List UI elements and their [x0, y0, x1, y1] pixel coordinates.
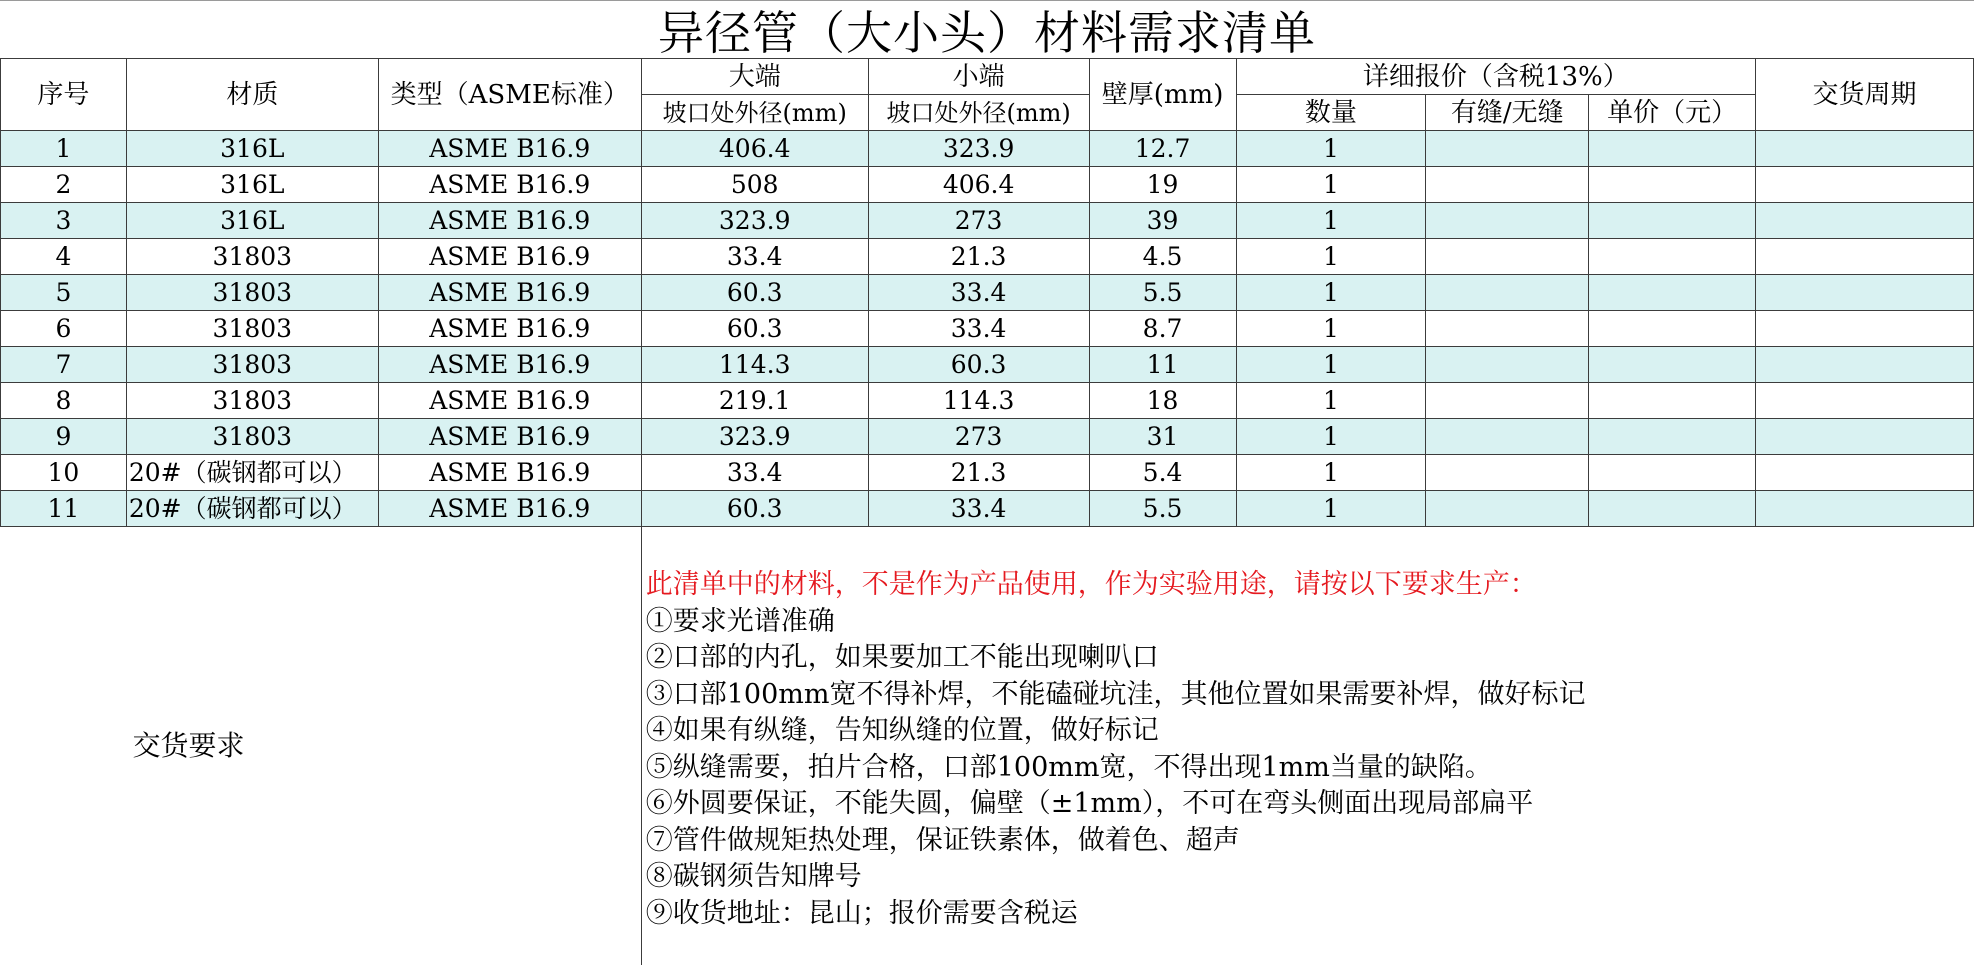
cell-quantity[interactable]: 1: [1236, 167, 1426, 203]
cell-type[interactable]: ASME B16.9: [378, 275, 641, 311]
requirement-item: ⑧碳钢须告知牌号: [645, 861, 862, 892]
cell-seam[interactable]: [1426, 239, 1589, 275]
cell-unit-price[interactable]: [1589, 455, 1756, 491]
cell-quantity[interactable]: 1: [1236, 455, 1426, 491]
requirement-item: ①要求光谱准确: [645, 605, 835, 637]
cell-no[interactable]: 2: [1, 167, 127, 203]
requirements-notes[interactable]: [641, 527, 1973, 965]
cell-type[interactable]: ASME B16.9: [378, 167, 641, 203]
cell-no[interactable]: 4: [1, 239, 127, 275]
cell-unit-price[interactable]: [1589, 491, 1756, 527]
cell-small-end-od[interactable]: 114.3: [868, 383, 1089, 419]
header-small-end[interactable]: 小端: [868, 59, 1089, 95]
cell-big-end-od[interactable]: 323.9: [641, 419, 868, 455]
cell-seam[interactable]: [1426, 203, 1589, 239]
cell-quantity[interactable]: 1: [1236, 311, 1426, 347]
cell-seam[interactable]: [1426, 491, 1589, 527]
cell-type[interactable]: ASME B16.9: [378, 455, 641, 491]
cell-big-end-od[interactable]: 33.4: [641, 239, 868, 275]
cell-big-end-od[interactable]: 60.3: [641, 491, 868, 527]
cell-quantity[interactable]: 1: [1236, 203, 1426, 239]
cell-big-end-od[interactable]: 114.3: [641, 347, 868, 383]
cell-big-end-od[interactable]: 508: [641, 167, 868, 203]
materials-table: [0, 58, 1974, 965]
requirements-notice: 此清单中的材料，不是作为产品使用，作为实验用途，请按以下要求生产：: [645, 569, 1537, 600]
cell-wall-thickness[interactable]: 4.5: [1089, 239, 1236, 275]
cell-wall-thickness[interactable]: 12.7: [1089, 131, 1236, 167]
cell-big-end-od[interactable]: 219.1: [641, 383, 868, 419]
cell-material[interactable]: 31803: [126, 347, 378, 383]
cell-type[interactable]: ASME B16.9: [378, 203, 641, 239]
requirement-item: ⑤纵缝需要，拍片合格，口部100mm宽，不得出现1mm当量的缺陷。: [645, 751, 1492, 783]
cell-delivery-period[interactable]: [1756, 239, 1974, 275]
cell-no[interactable]: 6: [1, 311, 127, 347]
cell-wall-thickness[interactable]: 39: [1089, 203, 1236, 239]
header-wall-thickness[interactable]: 壁厚(mm): [1089, 59, 1236, 131]
header-unit-price[interactable]: 单价（元）: [1589, 95, 1756, 131]
sheet-title: 异径管（大小头）材料需求清单: [0, 0, 1974, 58]
header-quote[interactable]: 详细报价（含税13%）: [1236, 59, 1756, 95]
cell-wall-thickness[interactable]: 5.5: [1089, 491, 1236, 527]
table-row: [1, 455, 1974, 491]
cell-delivery-period[interactable]: [1756, 131, 1974, 167]
cell-quantity[interactable]: 1: [1236, 131, 1426, 167]
cell-material[interactable]: 31803: [126, 419, 378, 455]
header-quantity[interactable]: 数量: [1236, 95, 1426, 131]
cell-wall-thickness[interactable]: 18: [1089, 383, 1236, 419]
cell-big-end-od[interactable]: 323.9: [641, 203, 868, 239]
cell-small-end-od[interactable]: 21.3: [868, 239, 1089, 275]
table-row: [1, 167, 1974, 203]
cell-wall-thickness[interactable]: 11: [1089, 347, 1236, 383]
cell-quantity[interactable]: 1: [1236, 239, 1426, 275]
requirements-label[interactable]: 交货要求: [1, 527, 642, 965]
cell-delivery-period[interactable]: [1756, 347, 1974, 383]
cell-unit-price[interactable]: [1589, 131, 1756, 167]
cell-no[interactable]: 11: [1, 491, 127, 527]
header-delivery-period[interactable]: 交货周期: [1756, 59, 1974, 131]
table-row: [1, 275, 1974, 311]
cell-no[interactable]: 3: [1, 203, 127, 239]
cell-big-end-od[interactable]: 33.4: [641, 455, 868, 491]
cell-material[interactable]: 316L: [126, 131, 378, 167]
cell-wall-thickness[interactable]: 5.4: [1089, 455, 1236, 491]
cell-type[interactable]: ASME B16.9: [378, 347, 641, 383]
table-row: [1, 347, 1974, 383]
header-big-end[interactable]: 大端: [641, 59, 868, 95]
header-small-end-od[interactable]: 坡口处外径(mm): [868, 95, 1089, 131]
requirement-item: ③口部100mm宽不得补焊，不能磕碰坑洼，其他位置如果需要补焊，做好标记: [645, 678, 1586, 710]
cell-seam[interactable]: [1426, 383, 1589, 419]
cell-delivery-period[interactable]: [1756, 419, 1974, 455]
requirement-item: ⑨收货地址：昆山；报价需要含税运: [645, 897, 1078, 929]
cell-delivery-period[interactable]: [1756, 383, 1974, 419]
cell-unit-price[interactable]: [1589, 239, 1756, 275]
table-row: [1, 203, 1974, 239]
cell-delivery-period[interactable]: [1756, 167, 1974, 203]
cell-big-end-od[interactable]: 406.4: [641, 131, 868, 167]
requirement-item: ④如果有纵缝，告知纵缝的位置，做好标记: [645, 715, 1159, 746]
cell-wall-thickness[interactable]: 5.5: [1089, 275, 1236, 311]
cell-no[interactable]: 9: [1, 419, 127, 455]
cell-unit-price[interactable]: [1589, 311, 1756, 347]
cell-unit-price[interactable]: [1589, 383, 1756, 419]
cell-seam[interactable]: [1426, 311, 1589, 347]
cell-small-end-od[interactable]: 21.3: [868, 455, 1089, 491]
header-row-1: [1, 59, 1974, 95]
cell-delivery-period[interactable]: [1756, 491, 1974, 527]
cell-unit-price[interactable]: [1589, 275, 1756, 311]
cell-big-end-od[interactable]: 60.3: [641, 311, 868, 347]
cell-wall-thickness[interactable]: 31: [1089, 419, 1236, 455]
cell-material[interactable]: 31803: [126, 383, 378, 419]
cell-material[interactable]: 20#（碳钢都可以）: [126, 455, 378, 491]
requirement-item: ②口部的内孔，如果要加工不能出现喇叭口: [645, 642, 1159, 673]
cell-delivery-period[interactable]: [1756, 455, 1974, 491]
table-row: [1, 491, 1974, 527]
cell-seam[interactable]: [1426, 167, 1589, 203]
cell-seam[interactable]: [1426, 419, 1589, 455]
table-row: [1, 419, 1974, 455]
cell-quantity[interactable]: 1: [1236, 491, 1426, 527]
cell-unit-price[interactable]: [1589, 419, 1756, 455]
table-row: [1, 131, 1974, 167]
cell-small-end-od[interactable]: 323.9: [868, 131, 1089, 167]
table-row: [1, 383, 1974, 419]
cell-material[interactable]: 31803: [126, 275, 378, 311]
cell-no[interactable]: 5: [1, 275, 127, 311]
cell-quantity[interactable]: 1: [1236, 419, 1426, 455]
cell-type[interactable]: ASME B16.9: [378, 419, 641, 455]
cell-seam[interactable]: [1426, 455, 1589, 491]
header-seam[interactable]: 有缝/无缝: [1426, 95, 1589, 131]
cell-small-end-od[interactable]: 273: [868, 203, 1089, 239]
cell-type[interactable]: ASME B16.9: [378, 491, 641, 527]
cell-quantity[interactable]: 1: [1236, 275, 1426, 311]
cell-delivery-period[interactable]: [1756, 311, 1974, 347]
cell-no[interactable]: 7: [1, 347, 127, 383]
cell-small-end-od[interactable]: 33.4: [868, 311, 1089, 347]
cell-big-end-od[interactable]: 60.3: [641, 275, 868, 311]
cell-small-end-od[interactable]: 273: [868, 419, 1089, 455]
cell-type[interactable]: ASME B16.9: [378, 239, 641, 275]
cell-material[interactable]: 20#（碳钢都可以）: [126, 491, 378, 527]
cell-no[interactable]: 8: [1, 383, 127, 419]
header-big-end-od[interactable]: 坡口处外径(mm): [641, 95, 868, 131]
cell-material[interactable]: 316L: [126, 203, 378, 239]
cell-type[interactable]: ASME B16.9: [378, 131, 641, 167]
cell-unit-price[interactable]: [1589, 347, 1756, 383]
requirements-row: [1, 527, 1974, 965]
cell-seam[interactable]: [1426, 131, 1589, 167]
cell-quantity[interactable]: 1: [1236, 383, 1426, 419]
table-row: [1, 239, 1974, 275]
header-material[interactable]: 材质: [126, 59, 378, 131]
cell-small-end-od[interactable]: 60.3: [868, 347, 1089, 383]
cell-no[interactable]: 10: [1, 455, 127, 491]
cell-quantity[interactable]: 1: [1236, 347, 1426, 383]
cell-delivery-period[interactable]: [1756, 275, 1974, 311]
cell-wall-thickness[interactable]: 8.7: [1089, 311, 1236, 347]
table-row: [1, 311, 1974, 347]
cell-unit-price[interactable]: [1589, 203, 1756, 239]
header-type[interactable]: 类型（ASME标准）: [378, 59, 641, 131]
cell-small-end-od[interactable]: 33.4: [868, 491, 1089, 527]
cell-seam[interactable]: [1426, 275, 1589, 311]
cell-seam[interactable]: [1426, 347, 1589, 383]
cell-material[interactable]: 31803: [126, 239, 378, 275]
requirement-item: ⑦管件做规矩热处理，保证铁素体，做着色、超声: [645, 824, 1240, 856]
cell-material[interactable]: 31803: [126, 311, 378, 347]
cell-wall-thickness[interactable]: 19: [1089, 167, 1236, 203]
cell-no[interactable]: 1: [1, 131, 127, 167]
cell-unit-price[interactable]: [1589, 167, 1756, 203]
requirement-item: ⑥外圆要保证，不能失圆，偏壁（±1mm），不可在弯头侧面出现局部扁平: [645, 788, 1534, 819]
cell-type[interactable]: ASME B16.9: [378, 311, 641, 347]
cell-type[interactable]: ASME B16.9: [378, 383, 641, 419]
cell-small-end-od[interactable]: 33.4: [868, 275, 1089, 311]
cell-material[interactable]: 316L: [126, 167, 378, 203]
header-no[interactable]: 序号: [1, 59, 127, 131]
cell-delivery-period[interactable]: [1756, 203, 1974, 239]
cell-small-end-od[interactable]: 406.4: [868, 167, 1089, 203]
